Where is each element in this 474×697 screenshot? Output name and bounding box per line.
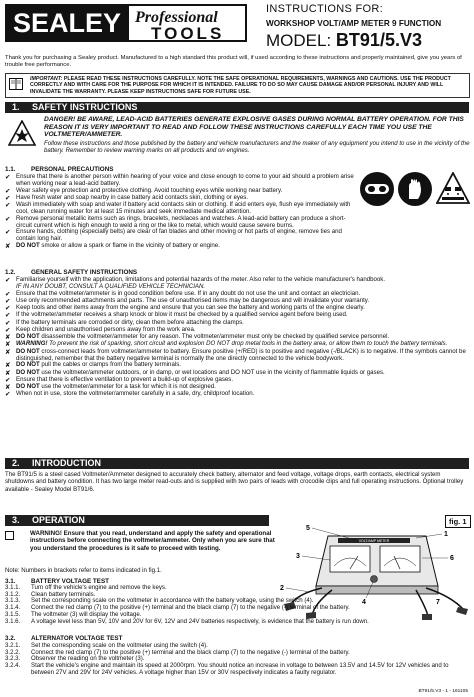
subsection-title: PERSONAL PRECAUTIONS [31, 166, 114, 173]
item-text: Keep tools and other items away from the engine and ensure that you can see the battery and working parts of the engine clearly. [16, 304, 365, 312]
section-introduction-header [5, 458, 469, 469]
check-icon: ✔ [5, 376, 11, 384]
section-title: INTRODUCTION [32, 458, 101, 468]
step-item [5, 663, 471, 676]
subsection-title: BATTERY VOLTAGE TEST [31, 578, 110, 585]
step-item [5, 619, 471, 626]
thank-you-text: Thank you for purchasing a Sealey product. Manufactured to a high standard this product will, if used according to these instructions and properly maintained, give you years of trouble free performance. [5, 55, 462, 69]
callout-3: 3 [296, 553, 300, 560]
operation-warning: WARNING! Ensure that you read, understand and apply the safety and operational instructions before connecting the voltmeter/ammeter. Only when you are sure that you understand the procedures is it safe to proceed with testing. [30, 530, 275, 552]
section-safety-header [5, 102, 469, 113]
sealey-logo [5, 4, 260, 42]
check-icon: ✔ [5, 312, 11, 320]
subsection-number: 1.2. [5, 269, 16, 276]
item-text: use the voltmeter/ammeter for a task for which it is not designed. [39, 383, 216, 391]
item-text: Familiarise yourself with the application, limitations and potential hazards of the meter. Also refer to the vehicle manufacturer's handbook. [16, 276, 386, 283]
item-text: disassemble the voltmeter/ammeter for any reason. The voltmeter/ammeter must only be checked by qualified service personnel. [39, 333, 390, 341]
list-item [5, 174, 357, 188]
list-item-text [16, 229, 357, 243]
item-text: cross-connect leads from voltmeter/ammeter to battery. Ensure positive (+/RED) is to positive and negative (-/BLACK) is to negative. If the symbols cannot be distinguished, remember that the battery negative terminal is normally the one directly connected to the vehicle bodywork. [16, 347, 466, 362]
list-item-text [16, 202, 357, 216]
step-number: 3.1.3. [5, 597, 21, 605]
list-item-text [16, 174, 357, 188]
step-number: 3.2.2. [5, 648, 21, 656]
cross-icon: ✘ [5, 243, 11, 251]
check-icon: ✔ [5, 297, 11, 305]
item-text: Wash immediately with soap and water if battery acid contacts skin or clothing. If acid enters eye, flush eye immediately with cool, clean running water for at least 15 minutes and seek immediate medical attention. [16, 201, 351, 215]
important-body: PLEASE READ THESE INSTRUCTIONS CAREFULLY. NOTE THE SAFE OPERATIONAL REQUIREMENTS, WARNINGS AND CAUTIONS. USE THE PRODUCT CORRECTLY AND WITH CARE FOR THE PURPOSE FOR WHICH IT IS INTENDED. FAILURE TO DO SO MAY CAUSE DAMAGE AND/OR PERSONAL INJURY AND WILL INVALIDATE THE WARRANTY. PLEASE KEEP INSTRUCTIONS SAFE FOR FUTURE USE. [30, 76, 451, 95]
brand-tools: TOOLS [151, 24, 225, 43]
cross-icon: ✘ [5, 348, 11, 356]
item-text: Remove personal metallic items such as rings, bracelets, necklaces and watches. A lead-acid battery can produce a short-circuit current which is high enough to weld a ring or the like to metal, which would cause severe burns. [16, 214, 346, 229]
personal-precautions-list [5, 174, 357, 250]
item-text: To prevent the risk of sparking, short circuit and explosion DO NOT drop metal tools in the battery area, or allow them to touch the battery terminals. [47, 340, 448, 348]
item-text: Keep children and unauthorised persons away from the work area. [16, 325, 196, 333]
subsection-title: ALTERNATOR VOLTAGE TEST [31, 635, 123, 642]
emphasis: DO NOT [16, 361, 40, 369]
check-icon: ✔ [5, 187, 11, 195]
list-item-text [16, 391, 471, 398]
step-text: Clean battery terminals. [31, 590, 96, 598]
callout-5: 5 [306, 525, 310, 532]
cross-icon: ✘ [5, 341, 11, 349]
item-text: use the voltmeter/ammeter outdoors, or in damp, or wet locations and DO NOT use in the vicinity of flammable liquids or gases. [39, 368, 385, 376]
item-text: Have fresh water and soap nearby in case battery acid contacts skin, clothing or eyes. [16, 193, 249, 201]
callout-4: 4 [362, 599, 366, 606]
title-block [266, 3, 471, 52]
danger-subtext: Follow these instructions and those published by the battery and vehicle manufacturers and the maker of any equipment you intend to use in the vicinity of the battery. Remember to review warning marks on all products and on engines. [44, 140, 470, 155]
ppe-icons [360, 172, 470, 212]
item-text: smoke or allow a spark or flame in the vicinity of battery or engine. [39, 242, 220, 250]
goggles-icon [360, 172, 394, 206]
step-number: 3.2.3. [5, 655, 21, 663]
item-text: Ensure hands, clothing (especially belts) are clear of fan blades and other moving or hot parts of engine, remove ties and contain long hair. [16, 228, 342, 243]
step-number: 3.2.4. [5, 662, 21, 670]
subsection-number: 3.2. [5, 635, 16, 642]
check-icon: ✔ [5, 194, 11, 202]
step-number: 3.1.4. [5, 604, 21, 612]
list-item-text [16, 277, 471, 291]
alternator-test-steps [5, 643, 471, 677]
figure-label: fig. 1 [445, 515, 471, 528]
step-text: Start the vehicle's engine and maintain its speed at 2000rpm. You should notice an increase in voltage to between 13.5V and 14.5V for 12V vehicles and to between 27V and 29V for 24V vehicles. A voltage higher than 15V or 30V respectively indicates a faulty regulator. [31, 662, 449, 676]
figure-note: Note: Numbers in brackets refer to items indicated in fig.1. [5, 567, 162, 574]
callout-1: 1 [444, 531, 448, 538]
section-operation-header [5, 515, 269, 526]
item-text: pull the cables or clamps from the battery terminals. [39, 361, 181, 369]
emphasis: DO NOT [16, 383, 40, 391]
check-icon: ✔ [5, 391, 11, 399]
section-title: OPERATION [32, 515, 85, 525]
step-number: 3.1.6. [5, 617, 21, 625]
step-text: Connect the red clamp (7) to the positive (+) terminal and the black clamp (7) to the negative (-) terminal of the battery. [31, 604, 350, 612]
step-text: Set the corresponding scale on the voltmeter using the switch (4). [31, 642, 208, 649]
model-label: MODEL: [266, 31, 332, 51]
step-number: 3.1.5. [5, 610, 21, 618]
emphasis: DO NOT [16, 242, 40, 250]
product-name: WORKSHOP VOLT/AMP METER 9 FUNCTION [266, 19, 442, 29]
subsection-number: 3.1. [5, 578, 16, 585]
checkbox-icon [5, 531, 15, 541]
item-text: Wear safety eye protection and protective clothing. Avoid touching eyes while working near battery. [16, 186, 283, 194]
callout-2: 2 [280, 585, 284, 592]
meter-label: VOLT/AMP METER [358, 539, 390, 543]
callout-6: 6 [450, 555, 454, 562]
check-icon: ✔ [5, 326, 11, 334]
check-icon: ✔ [5, 319, 11, 327]
document-header [0, 0, 474, 50]
subsection-title: GENERAL SAFETY INSTRUCTIONS [31, 269, 138, 276]
general-safety-list [5, 277, 471, 399]
item-text: If the voltmeter/ammeter receives a sharp knock or blow it must be checked by a qualified service agent before being used. [16, 311, 348, 319]
step-text: The voltmeter (3) will display the voltage. [31, 610, 142, 618]
step-text: A voltage level less than 5V, 10V and 20V for 6V, 12V and 24V batteries respectively, is evidence that the battery is run down. [31, 617, 369, 625]
instructions-for: INSTRUCTIONS FOR: [266, 3, 383, 15]
item-text: Use only recommended attachments and parts. The use of unauthorised items may be dangerous and will invalidate your warranty. [16, 296, 370, 304]
check-icon: ✔ [5, 290, 11, 298]
info-book-icon [9, 78, 23, 90]
check-icon: ✔ [5, 229, 11, 237]
list-item [5, 216, 357, 230]
section-number: 1. [12, 102, 20, 112]
important-lead: IMPORTANT: [30, 76, 63, 82]
danger-warning: DANGER! BE AWARE, LEAD-ACID BATTERIES GENERATE EXPLOSIVE GASES DURING NORMAL BATTERY OPERATION. FOR THIS REASON IT IS VERY IMPORTANT TO READ AND FOLLOW THESE INSTRUCTIONS CAREFULLY EACH TIME YOU USE THE VOLTMETER/AMMETER. [44, 116, 464, 139]
step-text: Observer the reading on the voltmeter (3). [31, 655, 145, 663]
important-text [30, 76, 468, 95]
step-text: Set the corresponding scale on the voltmeter in accordance with the battery voltage, using the switch (4). [31, 597, 314, 605]
list-item [5, 349, 471, 363]
professional-tools-badge [129, 4, 247, 42]
step-text: Turn off the vehicle's engine and remove the keys. [31, 584, 167, 591]
check-icon: ✔ [5, 202, 11, 210]
brand-name: SEALEY [5, 4, 129, 42]
page-footer: BT91/5.V3 - 1 - 161105 [418, 689, 468, 694]
check-icon: ✔ [5, 215, 11, 223]
important-notice [5, 73, 470, 98]
list-item [5, 229, 357, 243]
cross-icon: ✘ [5, 384, 11, 392]
list-item [5, 243, 357, 250]
list-item [5, 277, 471, 291]
list-item-text [16, 216, 357, 230]
cross-icon: ✘ [5, 362, 11, 370]
callout-7: 7 [436, 599, 440, 606]
model-line [266, 30, 471, 52]
list-item [5, 391, 471, 398]
step-number: 3.2.1. [5, 642, 21, 649]
gloves-icon [398, 172, 432, 206]
corrosive-icon [436, 172, 470, 204]
emphasis: DO NOT [16, 368, 40, 376]
introduction-text: The BT91/5 is a steel cased Voltmeter/Ammeter designed to accurately check battery, alternator and feed voltage, voltage drops, earth contacts, electrical system shutdowns and battery condition. It has two large meter read-outs and is supplied with two pairs of leads with crocodile clips and full operating instructions. Optional trolley available - Sealey Model BT91/6. [5, 471, 464, 493]
battery-test-steps [5, 585, 471, 625]
item-text: Ensure that there is effective ventilation to prevent a build-up of explosive gases. [16, 375, 234, 383]
item-text-note: IF IN ANY DOUBT, CONSULT A QUALIFIED VEHICLE TECHNICIAN. [16, 282, 206, 290]
emphasis: DO NOT [16, 333, 40, 341]
check-icon: ✔ [5, 174, 11, 181]
cross-icon: ✘ [5, 369, 11, 377]
cross-icon: ✘ [5, 334, 11, 342]
step-number: 3.1.2. [5, 590, 21, 598]
list-item [5, 202, 357, 216]
subsection-number: 1.1. [5, 166, 16, 173]
brand-script: Professional [135, 9, 218, 26]
step-text: Connect the red clamp (7) to the positive (+) terminal and the black clamp (7) to the negative (-) terminal of the battery. [31, 648, 350, 656]
model-number: BT91/5.V3 [335, 30, 422, 51]
explosion-hazard-icon [8, 120, 36, 146]
item-text: If the battery terminals are corroded or dirty, clean them before attaching the clamps. [16, 318, 244, 326]
list-item-text [16, 243, 357, 250]
check-icon: ✔ [5, 277, 11, 284]
emphasis: DO NOT [16, 347, 40, 355]
item-text: Ensure that the voltmeter/ammeter is in good condition before use. If in any doubt do not use the unit and contact an electrician. [16, 289, 361, 297]
emphasis: WARNING! [16, 340, 48, 348]
step-number: 3.1.1. [5, 584, 21, 591]
item-text: Ensure that there is another person within hearing of your voice and close enough to come to your aid should a problem arise when working near a lead-acid battery. [16, 173, 354, 187]
section-number: 3. [12, 515, 20, 525]
section-number: 2. [12, 458, 20, 468]
list-item-text [16, 349, 471, 363]
section-title: SAFETY INSTRUCTIONS [32, 102, 138, 112]
check-icon: ✔ [5, 305, 11, 313]
item-text: When not in use, store the voltmeter/ammeter carefully in a safe, dry, childproof location. [16, 390, 255, 398]
